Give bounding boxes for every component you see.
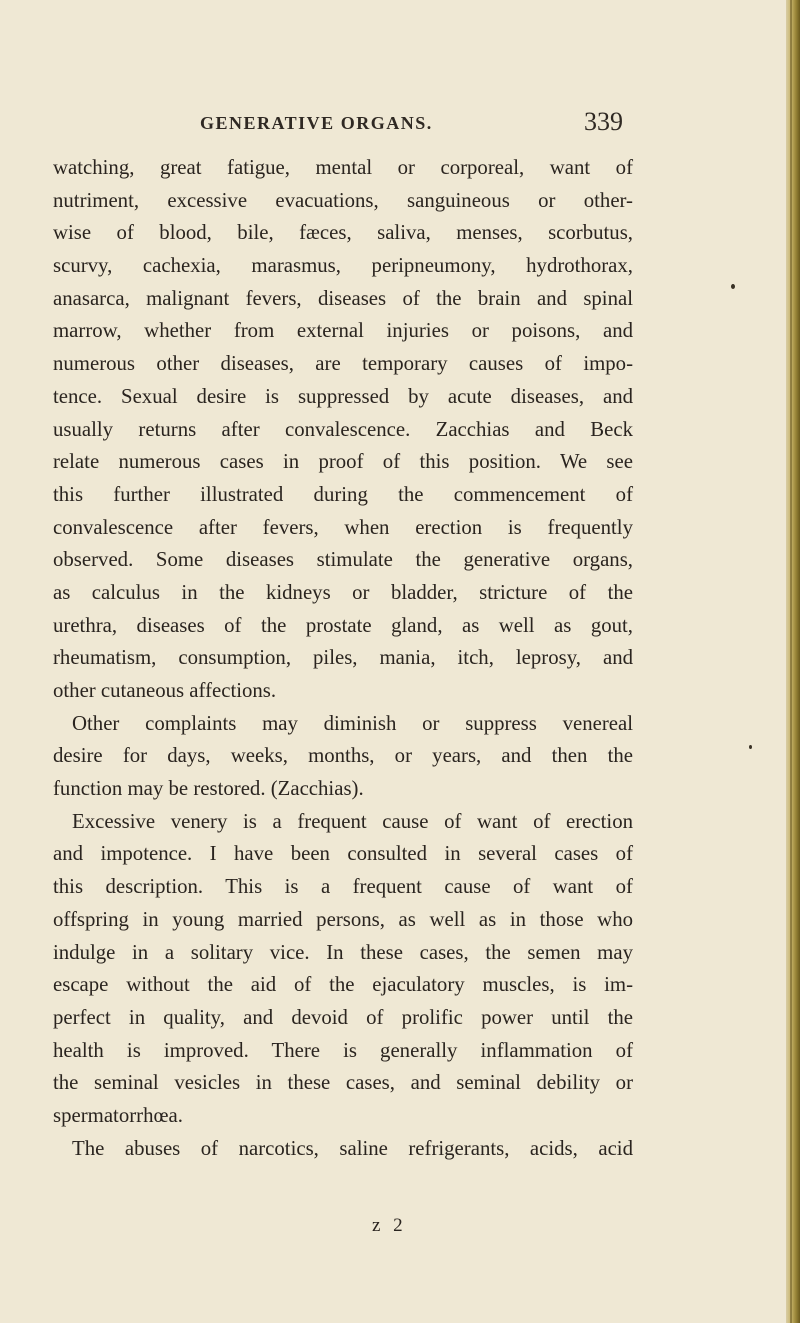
page-header [200,107,630,153]
text-line: spermatorrhœa. [53,1103,183,1127]
text-line: anasarca, malignant fevers, diseases of the brain and spinal [53,286,633,310]
text-line: this further illustrated during the commencement of [53,482,633,506]
text-line: Other complaints may diminish or suppress venereal [72,711,633,735]
text-line: health is improved. There is generally inflammation of [53,1038,633,1062]
signature-mark: z 2 [372,1215,407,1236]
text-line: the seminal vesicles in these cases, and seminal debility or [53,1071,633,1095]
text-line: numerous other diseases, are temporary causes of impo- [53,352,633,376]
text-line: offspring in young married persons, as well as in those who [53,907,633,931]
text-line: tence. Sexual desire is suppressed by acute diseases, and [53,384,633,408]
ink-speck [731,284,735,289]
text-line: rheumatism, consumption, piles, mania, itch, leprosy, and [53,646,633,670]
text-line: marrow, whether from external injuries or poisons, and [53,319,633,343]
text-line: wise of blood, bile, fæces, saliva, menses, scorbutus, [53,221,633,245]
text-line: function may be restored. (Zacchias). [53,777,364,801]
text-line: urethra, diseases of the prostate gland, as well as gout, [53,613,633,637]
text-line: indulge in a solitary vice. In these cases, the semen may [53,940,633,964]
text-line: as calculus in the kidneys or bladder, stricture of the [53,580,633,604]
text-line: and impotence. I have been consulted in several cases of [53,842,633,866]
body-text [53,152,633,1165]
book-edge [786,0,800,1323]
text-line: desire for days, weeks, months, or years, and then the [53,744,633,768]
text-line: perfect in quality, and devoid of prolific power until the [53,1005,633,1029]
text-line: The abuses of narcotics, saline refrigerants, acids, acid [72,1136,633,1160]
text-line: scurvy, cachexia, marasmus, peripneumony, hydrothorax, [53,254,633,278]
text-line: nutriment, excessive evacuations, sanguineous or other- [53,188,633,212]
text-line: Excessive venery is a frequent cause of want of erection [72,809,633,833]
text-line: relate numerous cases in proof of this position. We see [53,450,633,474]
text-line: escape without the aid of the ejaculatory muscles, is im- [53,973,633,997]
ink-speck [749,745,752,749]
text-line: convalescence after fevers, when erection is frequently [53,515,633,539]
text-line: watching, great fatigue, mental or corporeal, want of [53,156,633,179]
text-line: this description. This is a frequent cause of want of [53,875,633,899]
text-line: observed. Some diseases stimulate the generative organs, [53,548,633,572]
running-head: GENERATIVE ORGANS. [200,113,433,133]
text-line: usually returns after convalescence. Zacchias and Beck [53,417,633,441]
text-line: other cutaneous affections. [53,679,277,702]
page-number: 339 [584,107,623,136]
